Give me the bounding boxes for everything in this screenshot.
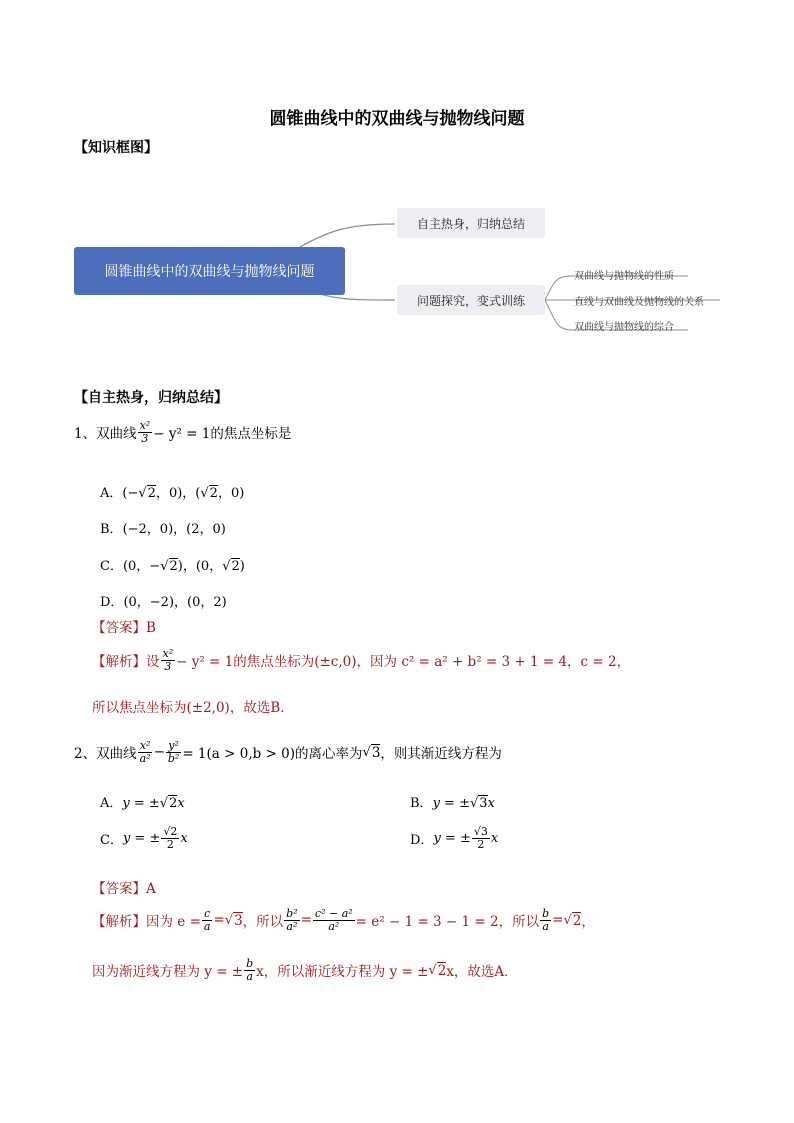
sqrt-symbol: √ bbox=[362, 744, 371, 760]
option-d bbox=[410, 826, 498, 850]
option-label: B． bbox=[410, 796, 433, 811]
numerator: √3 bbox=[473, 825, 488, 838]
radicand: 2 bbox=[572, 912, 582, 929]
sqrt-symbol: √ bbox=[200, 486, 209, 501]
fraction bbox=[472, 826, 490, 850]
fraction bbox=[540, 908, 551, 932]
option-label: C． bbox=[100, 832, 123, 848]
radicand: 2 bbox=[231, 559, 240, 574]
answer-1 bbox=[92, 616, 156, 636]
question-1 bbox=[74, 420, 291, 444]
option-label: A． bbox=[100, 796, 123, 811]
option-label: A． bbox=[100, 486, 123, 501]
sqrt-symbol: √ bbox=[563, 912, 572, 928]
question-text: = 1(a > 0,b > 0)的离心率为 bbox=[182, 746, 363, 763]
radicand: 2 bbox=[147, 486, 156, 501]
analysis-text: = bbox=[213, 912, 225, 929]
fraction bbox=[202, 908, 213, 932]
fraction bbox=[166, 740, 181, 764]
analysis-text: ， bbox=[581, 914, 595, 931]
question-text: ，则其渐近线方程为 bbox=[380, 746, 502, 763]
mindmap-leaf-line-relation: 直线与双曲线及抛物线的关系 bbox=[574, 297, 704, 308]
option-text: y = ± bbox=[433, 830, 471, 846]
numerator: x² bbox=[162, 647, 174, 660]
radicand: 2 bbox=[437, 962, 447, 979]
question-text: 双曲线 bbox=[96, 746, 137, 763]
numerator: c bbox=[204, 907, 211, 920]
answer-label: 【答案】 bbox=[92, 620, 146, 636]
fraction bbox=[161, 648, 176, 672]
variable: x bbox=[180, 830, 188, 846]
option-b bbox=[410, 792, 495, 811]
option-text: y = ± bbox=[122, 830, 161, 846]
numerator: c² − a² bbox=[314, 907, 353, 920]
radicand: 2 bbox=[169, 796, 178, 811]
analysis-2-line-2 bbox=[92, 958, 518, 982]
sqrt-symbol: √ bbox=[138, 486, 147, 501]
fraction bbox=[284, 908, 299, 932]
radicand: 3 bbox=[479, 796, 488, 811]
analysis-label: 【解析】 bbox=[92, 914, 146, 931]
option-c bbox=[100, 555, 245, 574]
denominator: 2 bbox=[477, 837, 485, 851]
denominator: 3 bbox=[164, 659, 172, 673]
analysis-text: 因为 e = bbox=[146, 914, 201, 931]
variable: x bbox=[490, 830, 499, 846]
analysis-text: = bbox=[552, 912, 564, 929]
option-text: ，0)，( bbox=[155, 486, 201, 501]
analysis-text: = e² − 1 = 3 − 1 = 2，所以 bbox=[355, 914, 540, 931]
question-text: − y² = 1的焦点坐标是 bbox=[153, 426, 292, 443]
analysis-text: ，所以 bbox=[242, 914, 284, 931]
option-text: ) bbox=[239, 559, 245, 574]
denominator: a bbox=[203, 919, 211, 933]
sqrt-symbol: √ bbox=[222, 559, 231, 574]
option-label: D． bbox=[410, 832, 434, 848]
radicand: 3 bbox=[234, 912, 243, 929]
option-text: y = ± bbox=[122, 796, 160, 811]
numerator: √2 bbox=[163, 825, 178, 838]
radicand: 2 bbox=[169, 559, 178, 574]
denominator: 3 bbox=[141, 431, 149, 445]
variable: x bbox=[177, 796, 185, 811]
fraction bbox=[244, 958, 255, 982]
numerator: b bbox=[246, 957, 254, 970]
analysis-1-line-1 bbox=[92, 648, 630, 672]
denominator: 2 bbox=[166, 837, 174, 851]
option-text: y = ± bbox=[432, 796, 470, 811]
mindmap-node-explore: 问题探究，变式训练 bbox=[397, 285, 545, 315]
answer-value: B bbox=[146, 620, 156, 636]
option-b bbox=[100, 518, 226, 537]
sqrt-symbol: √ bbox=[469, 796, 479, 811]
option-text: (−2，0)，(2，0) bbox=[122, 522, 226, 537]
option-label: B． bbox=[100, 522, 123, 537]
analysis-text: 因为渐近线方程为 y = ± bbox=[92, 964, 244, 981]
denominator: a² bbox=[286, 919, 298, 933]
option-c bbox=[100, 826, 188, 850]
numerator: x² bbox=[139, 739, 151, 752]
page-title: 圆锥曲线中的双曲线与抛物线问题 bbox=[269, 109, 525, 129]
option-text: (0，− bbox=[122, 559, 161, 574]
section-warmup: 【自主热身，归纳总结】 bbox=[74, 390, 228, 406]
mindmap-leaf-properties: 双曲线与抛物线的性质 bbox=[574, 271, 674, 282]
option-text: (− bbox=[122, 486, 139, 501]
fraction bbox=[161, 826, 179, 850]
answer-value: A bbox=[146, 881, 156, 897]
option-label: C． bbox=[100, 559, 123, 574]
radicand: 3 bbox=[371, 744, 381, 761]
numerator: b² bbox=[286, 907, 298, 920]
section-knowledge-map: 【知识框图】 bbox=[74, 140, 158, 156]
answer-label: 【答案】 bbox=[92, 881, 146, 897]
question-2 bbox=[74, 740, 502, 764]
fraction bbox=[138, 420, 153, 444]
question-text: 双曲线 bbox=[96, 426, 137, 443]
analysis-text: = bbox=[300, 912, 312, 929]
option-text: (0，−2)，(0，2) bbox=[123, 595, 227, 610]
analysis-text: x，所以渐近线方程为 y = ± bbox=[256, 964, 429, 981]
question-number: 1、 bbox=[74, 426, 97, 443]
denominator: a bbox=[246, 969, 253, 983]
fraction bbox=[138, 740, 153, 764]
option-d bbox=[100, 591, 227, 610]
fraction bbox=[313, 908, 355, 932]
mindmap-root-node: 圆锥曲线中的双曲线与抛物线问题 bbox=[74, 247, 345, 295]
variable: x bbox=[487, 796, 495, 811]
analysis-label: 【解析】 bbox=[92, 654, 146, 671]
option-text: )，(0， bbox=[177, 559, 223, 574]
radicand: 2 bbox=[209, 486, 218, 501]
analysis-text: x，故选A． bbox=[446, 964, 518, 981]
analysis-text: 设 bbox=[146, 654, 160, 671]
numerator: b bbox=[542, 907, 550, 920]
analysis-text: − y² = 1的焦点坐标为(±c,0)，因为 c² = a² + b² = 3 + 1 = 4，c = 2， bbox=[176, 654, 631, 671]
denominator: b² bbox=[167, 751, 180, 765]
option-label: D． bbox=[100, 595, 124, 610]
sqrt-symbol: √ bbox=[160, 559, 169, 574]
sqrt-symbol: √ bbox=[224, 912, 234, 928]
denominator: a² bbox=[328, 919, 340, 933]
numerator: y² bbox=[168, 739, 179, 752]
mindmap-leaf-comprehensive: 双曲线与抛物线的综合 bbox=[574, 322, 674, 333]
sqrt-symbol: √ bbox=[159, 796, 169, 811]
sqrt-symbol: √ bbox=[428, 962, 437, 978]
option-text: ，0) bbox=[217, 486, 245, 501]
denominator: a bbox=[542, 919, 549, 933]
denominator: a² bbox=[139, 751, 151, 765]
option-a bbox=[100, 482, 244, 501]
operator: − bbox=[153, 744, 165, 761]
option-a bbox=[100, 792, 185, 811]
analysis-1-line-2: 所以焦点坐标为(±2,0)，故选B． bbox=[92, 700, 294, 716]
mindmap-node-warmup: 自主热身，归纳总结 bbox=[397, 208, 545, 238]
numerator: x² bbox=[139, 419, 151, 432]
question-number: 2、 bbox=[74, 746, 97, 763]
analysis-2-line-1 bbox=[92, 908, 595, 932]
answer-2 bbox=[92, 877, 156, 897]
